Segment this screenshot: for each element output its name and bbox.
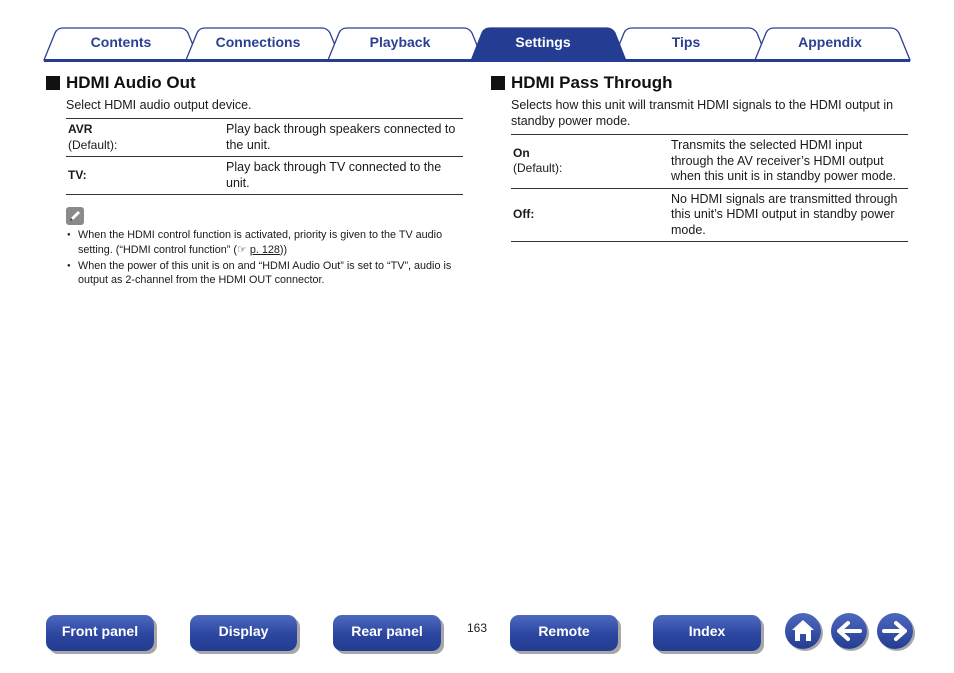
page-number: 163 (466, 621, 488, 635)
option-label-cell (66, 119, 224, 157)
forward-arrow-icon (877, 613, 913, 649)
option-description: Transmits the selected HDMI input through the AV receiver’s HDMI output when this unit is in standby power mode. (671, 138, 897, 183)
tab-appendix[interactable]: Appendix (798, 34, 862, 50)
option-default-label: (Default): (513, 161, 563, 176)
tab-tips[interactable]: Tips (671, 34, 701, 50)
hdmi-pass-through-title: HDMI Pass Through (511, 73, 673, 92)
page-reference-link[interactable]: p. 128 (249, 243, 280, 256)
tab-playback[interactable]: Playback (369, 34, 431, 50)
option-name: TV: (68, 167, 87, 182)
option-description: Play back through speakers connected to the unit. (226, 122, 456, 152)
heading-square-icon (491, 76, 505, 90)
forward-button[interactable] (877, 613, 913, 649)
table-row (511, 135, 908, 189)
home-icon (785, 613, 821, 649)
back-button[interactable] (831, 613, 867, 649)
note-text: When the HDMI control function is activated, priority is given to the TV audio setting. (“HDMI control function” ( (78, 229, 443, 256)
tab-baseline (44, 59, 910, 62)
table-row (66, 119, 463, 157)
option-description: Play back through TV connected to the unit. (226, 160, 442, 190)
tab-connections[interactable]: Connections (215, 34, 301, 50)
hdmi-audio-out-title: HDMI Audio Out (66, 73, 196, 92)
hdmi-audio-out-description: Select HDMI audio output device. (66, 98, 252, 112)
tab-bar (0, 0, 954, 64)
note-item (66, 228, 466, 257)
note-item (66, 259, 466, 288)
hdmi-pass-through-description: Selects how this unit will transmit HDMI signals to the HDMI output in standby power mode. (511, 98, 894, 128)
front-panel-button[interactable]: Front panel (46, 615, 154, 651)
hdmi-audio-out-table (66, 118, 463, 195)
hand-pointer-icon: ☞ (237, 243, 247, 256)
note-list (66, 228, 466, 289)
tab-contents[interactable]: Contents (90, 34, 152, 50)
table-row (66, 157, 463, 195)
hdmi-pass-through-table (511, 134, 908, 242)
remote-button[interactable]: Remote (510, 615, 618, 651)
option-label-cell (511, 135, 669, 189)
note-text-tail: )) (279, 243, 288, 256)
heading-square-icon (46, 76, 60, 90)
option-name: On (513, 145, 530, 160)
rear-panel-button[interactable]: Rear panel (333, 615, 441, 651)
hdmi-pass-through-heading (491, 72, 673, 94)
hdmi-audio-out-heading (46, 72, 196, 94)
option-name: Off: (513, 207, 535, 221)
tab-bar-shapes (0, 0, 954, 64)
tab-settings[interactable]: Settings (515, 34, 571, 50)
note-text: When the power of this unit is on and “HDMI Audio Out” is set to “TV”, audio is output as 2-channel from the HDMI OUT connector. (78, 259, 452, 286)
table-row (511, 188, 908, 242)
pencil-icon (66, 207, 84, 225)
option-label-cell (511, 188, 669, 242)
index-button[interactable]: Index (653, 615, 761, 651)
display-button[interactable]: Display (190, 615, 297, 651)
option-default-label: (Default): (68, 137, 118, 152)
option-label-cell (66, 157, 224, 195)
option-description: No HDMI signals are transmitted through this unit’s HDMI output in standby power mode. (671, 191, 898, 237)
option-name: AVR (68, 122, 93, 136)
back-arrow-icon (831, 613, 867, 649)
home-button[interactable] (785, 613, 821, 649)
